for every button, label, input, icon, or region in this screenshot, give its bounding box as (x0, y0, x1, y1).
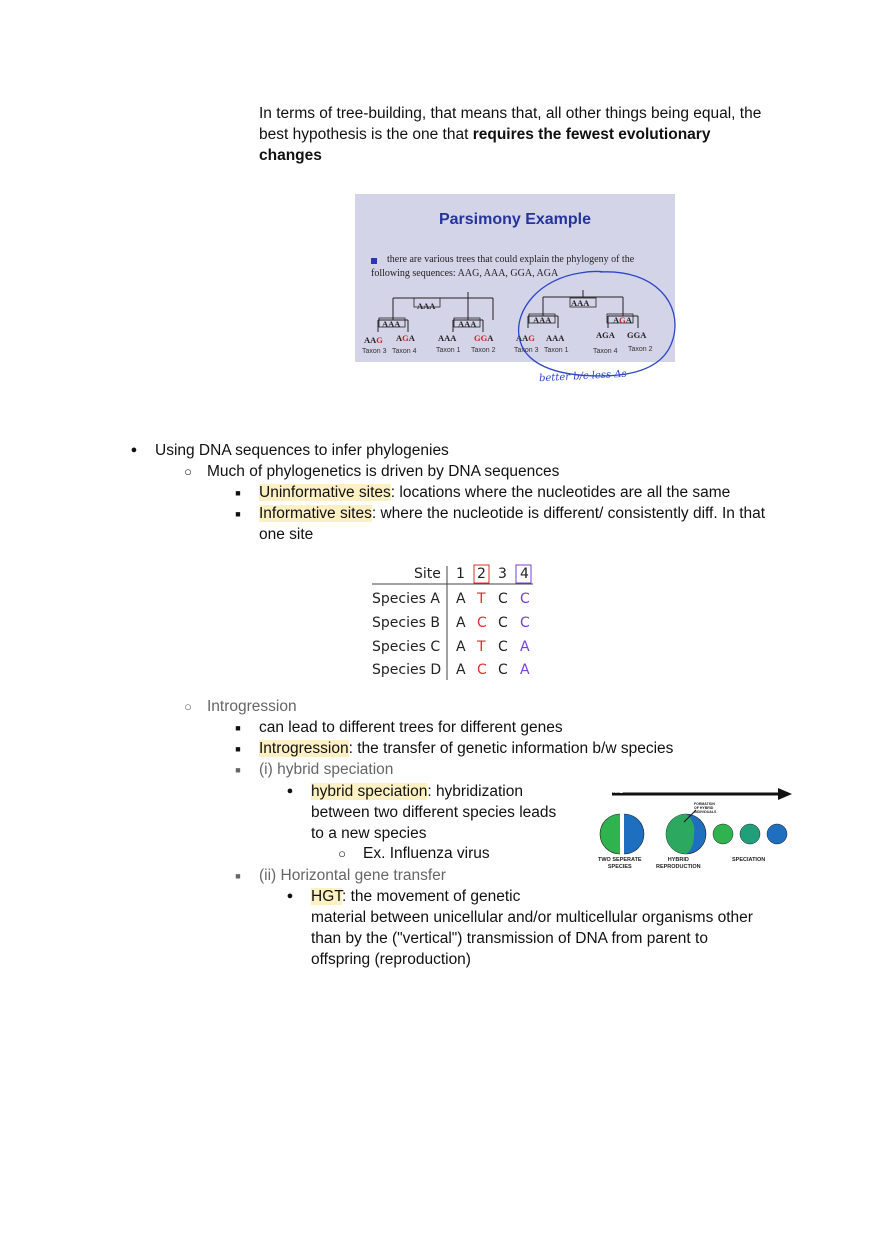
tree2-taxon: Taxon 3 (514, 347, 539, 354)
tree1-taxon: Taxon 1 (436, 347, 461, 354)
site-header-label: Site (414, 566, 441, 582)
base-cell: T (477, 591, 486, 607)
site-number: 4 (520, 566, 529, 582)
term-informative-sites: Informative sites (259, 505, 372, 522)
list-item-dna-sequences: Using DNA sequences to infer phylogenies (155, 442, 449, 459)
base-cell: C (520, 615, 530, 631)
hybrid-speciation-heading: (i) hybrid speciation (259, 761, 394, 778)
base-cell: C (498, 639, 508, 655)
tree2-leaf-1: AAG (516, 333, 535, 343)
tree2-root: AAA (571, 298, 590, 308)
time-label: TIME (612, 789, 623, 794)
base-cell: C (477, 615, 487, 631)
site-number: 1 (456, 566, 465, 582)
base-cell: C (498, 662, 508, 678)
term-introgression: Introgression (259, 740, 349, 757)
definition-text: offspring (reproduction) (311, 951, 471, 968)
tree1-leaf-3: AAA (438, 333, 457, 343)
tree1-leaf-1: AAG (364, 335, 383, 345)
disc-bullet-icon: ● (130, 444, 138, 456)
list-item-hgt (311, 886, 791, 970)
list-item-uninformative-sites (259, 482, 730, 503)
introgression-heading: Introgression (207, 698, 297, 715)
intro-paragraph (259, 103, 799, 166)
definition-text: : hybridization (427, 783, 523, 800)
base-cell: A (456, 639, 466, 655)
site-table (370, 563, 540, 683)
definition-text: between two different species leads (311, 804, 557, 821)
base-cell: A (520, 662, 530, 678)
list-item-phylogenetics: Much of phylogenetics is driven by DNA sequences (207, 463, 560, 480)
square-bullet-icon: ■ (235, 488, 241, 498)
tree2-leaf-3: AGA (596, 330, 615, 340)
caption-hybrid-reproduction: HYBRID REPRODUCTION (656, 857, 701, 870)
base-cell: T (477, 639, 486, 655)
base-cell: C (477, 662, 487, 678)
caption-two-separate-species: TWO SEPERATE SPECIES (598, 857, 642, 870)
definition-text: than by the ("vertical") transmission of DNA from parent to (311, 930, 708, 947)
square-bullet-icon: ■ (235, 744, 241, 754)
parsimony-bullet-line-1: there are various trees that could explain the phylogeny of the (387, 254, 635, 265)
term-uninformative-sites: Uninformative sites (259, 484, 391, 501)
tree1-leaf-2: AGA (396, 333, 415, 343)
base-cell: C (498, 591, 508, 607)
term-hgt: HGT (311, 888, 342, 905)
list-item-hybrid-speciation (311, 781, 581, 844)
intro-line-1: In terms of tree-building, that means that, all other things being equal, the (259, 105, 762, 122)
base-cell: C (520, 591, 530, 607)
definition-text: : locations where the nucleotides are all the same (390, 484, 731, 501)
tree2-leaf-4: GGA (627, 330, 647, 340)
base-cell: A (456, 662, 466, 678)
tree1-taxon: Taxon 3 (362, 348, 387, 355)
tree2-left-node: AAA (533, 315, 552, 325)
hgt-heading: (ii) Horizontal gene transfer (259, 867, 446, 884)
caption-speciation: SPECIATION (732, 857, 766, 863)
intro-line-2-text: best hypothesis is the one that (259, 126, 473, 143)
tree2-taxon: Taxon 4 (593, 348, 618, 355)
definition-text: to a new species (311, 825, 427, 842)
species-label: Species D (372, 662, 442, 678)
square-bullet-icon: ■ (235, 723, 241, 733)
base-cell: C (498, 615, 508, 631)
list-item-introgression-def (259, 738, 673, 759)
definition-text: : the movement of genetic (342, 888, 521, 905)
base-cell: A (520, 639, 530, 655)
circle-bullet-icon: ○ (184, 464, 192, 479)
list-item-informative-sites (259, 503, 799, 545)
intro-line-3 (259, 145, 799, 166)
base-cell: A (456, 615, 466, 631)
intro-emphasis-end: changes (259, 147, 322, 164)
definition-text: : the transfer of genetic information b/w species (348, 740, 674, 757)
tree2-leaf-2: AAA (546, 333, 565, 343)
term-hybrid-speciation: hybrid speciation (311, 783, 428, 800)
intro-emphasis: requires the fewest evolutionary (472, 126, 711, 143)
handwritten-circle-annotation (505, 264, 685, 414)
tree1-leaf-4: GGA (474, 333, 494, 343)
parsimony-title: Parsimony Example (438, 211, 592, 228)
disc-bullet-icon: ● (286, 890, 294, 902)
square-bullet-icon: ■ (235, 509, 241, 519)
formation-label: FORMATION OF HYBRID INDIVIDUALS (694, 802, 717, 814)
tree1-right-node: AAA (458, 319, 477, 329)
list-item-influenza-example: Ex. Influenza virus (363, 845, 490, 862)
base-cell: A (456, 591, 466, 607)
tree2-taxon: Taxon 1 (544, 347, 569, 354)
hybrid-speciation-figure (590, 780, 815, 880)
handwritten-note: better b/c less Δs (538, 368, 627, 385)
tree2-right-node: AGA (613, 315, 632, 325)
definition-text: : where the nucleotide is different/ consistently diff. In that (371, 505, 766, 522)
square-bullet-icon: ■ (235, 765, 241, 775)
parsimony-example-image (355, 194, 675, 385)
site-number: 3 (498, 566, 507, 582)
tree1-taxon: Taxon 4 (392, 348, 417, 355)
intro-line-2 (259, 124, 799, 145)
square-bullet-icon: ■ (235, 871, 241, 881)
circle-bullet-icon: ○ (338, 846, 346, 861)
list-item-different-trees: can lead to different trees for different genes (259, 719, 563, 736)
tree1-root: AAA (417, 301, 436, 311)
tree1-left-node: AAA (382, 319, 401, 329)
species-label: Species B (372, 615, 440, 631)
site-number: 2 (477, 566, 486, 582)
disc-bullet-icon: ● (286, 785, 294, 797)
species-label: Species A (372, 591, 440, 607)
species-label: Species C (372, 639, 441, 655)
circle-bullet-icon: ○ (184, 699, 192, 714)
definition-text: material between unicellular and/or multicellular organisms other (311, 909, 753, 926)
tree1-taxon: Taxon 2 (471, 347, 496, 354)
parsimony-bullet-line-2: following sequences: AAG, AAA, GGA, AGA (371, 268, 559, 279)
tree2-taxon: Taxon 2 (628, 346, 653, 353)
definition-text: one site (259, 526, 314, 543)
